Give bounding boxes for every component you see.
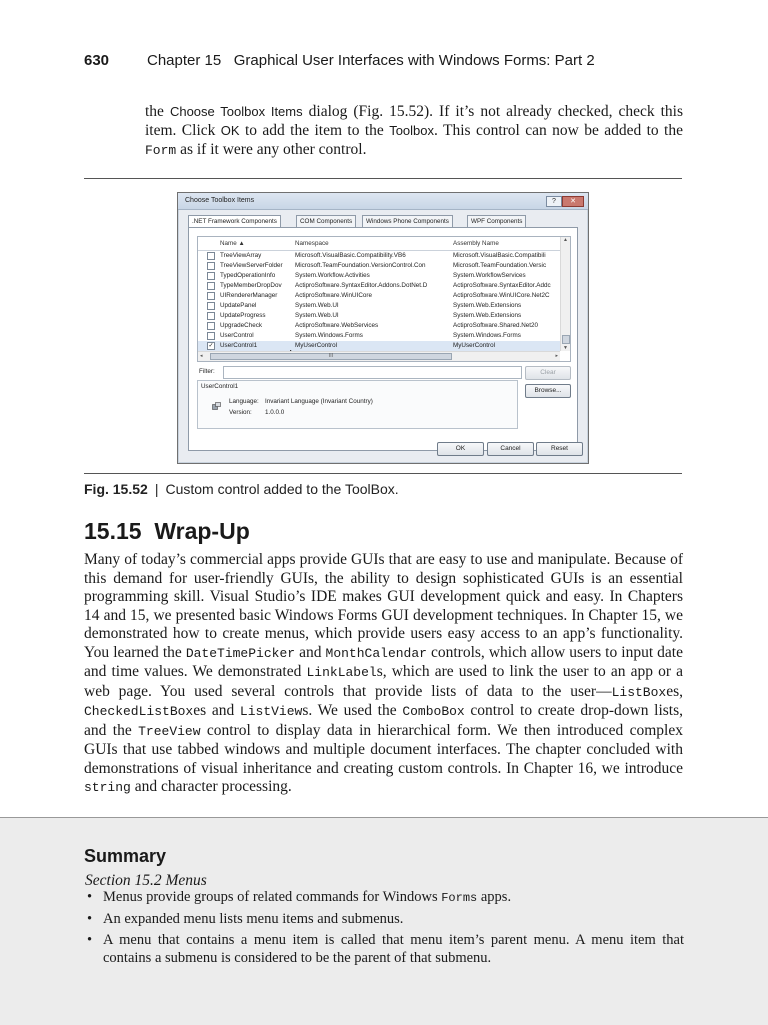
- cell-namespace: ActiproSoftware.WebServices: [295, 322, 379, 329]
- reset-button[interactable]: Reset: [536, 442, 583, 456]
- cell-assembly: System.WorkflowServices: [453, 272, 526, 279]
- row-checkbox[interactable]: [207, 302, 215, 310]
- help-button[interactable]: ?: [546, 196, 562, 207]
- component-name: UserControl1: [201, 383, 239, 390]
- cell-assembly: ActiproSoftware.WinUICore.Net2C: [453, 292, 550, 299]
- row-checkbox[interactable]: [207, 282, 215, 290]
- intro-text: dialog (Fig. 15.52). If it’s not already checked, check this item. Click: [145, 103, 684, 139]
- para-text: control to create drop-down lists, and the: [84, 702, 683, 739]
- caption-separator: |: [154, 481, 159, 497]
- figure-caption: [84, 481, 399, 497]
- bullet-text: apps.: [477, 889, 512, 905]
- version-value: 1.0.0.0: [265, 409, 285, 416]
- summary-section-heading: Section 15.2 Menus: [85, 872, 207, 889]
- intro-text: as if it were any other control.: [176, 141, 367, 158]
- cell-name: TreeViewServerFolder: [220, 262, 283, 269]
- intro-code: OK: [220, 123, 240, 138]
- horizontal-scroll-thumb[interactable]: III: [210, 353, 452, 360]
- tab-panel: [188, 227, 578, 451]
- close-button[interactable]: ✕: [562, 196, 584, 207]
- wrapup-paragraph: [84, 551, 683, 798]
- vertical-scrollbar[interactable]: [560, 237, 570, 351]
- para-text: es and: [193, 702, 240, 719]
- intro-text: . This control can now be added to the: [434, 122, 683, 139]
- para-text: s, which are used to link the user to an app or a web page. You used several controls that provide lists of data to the user—: [84, 663, 683, 700]
- browse-button[interactable]: Browse...: [525, 384, 571, 398]
- tab-com-components[interactable]: COM Components: [296, 215, 356, 227]
- choose-toolbox-items-dialog: [177, 192, 589, 464]
- cell-assembly: MyUserControl: [453, 342, 495, 349]
- component-info-box: [197, 380, 518, 429]
- cell-namespace: Microsoft.VisualBasic.Compatibility.VB6: [295, 252, 406, 259]
- bullet-text: A menu that contains a menu item is called that menu item’s parent menu. A menu item that contains a submenu is considered to be the parent of that submenu.: [103, 932, 684, 966]
- table-row[interactable]: [198, 331, 560, 341]
- row-checkbox[interactable]: [207, 272, 215, 280]
- cell-name: UserControl: [220, 332, 254, 339]
- cell-assembly: ActiproSoftware.Shared.Net20: [453, 322, 539, 329]
- grid-header: [198, 237, 560, 251]
- caption-end: .: [394, 481, 399, 497]
- scroll-up-arrow-icon[interactable]: ▲: [563, 237, 568, 243]
- cell-namespace: ActiproSoftware.WinUICore: [295, 292, 372, 299]
- bullet-icon: •: [87, 911, 93, 927]
- table-row[interactable]: [198, 281, 560, 291]
- cell-name: UpgradeCheck: [220, 322, 263, 329]
- vertical-scroll-thumb[interactable]: [562, 335, 570, 344]
- caption-code: ToolBox: [344, 481, 395, 497]
- para-text: controls, which allow users to input date and time values. We demonstrated: [84, 643, 683, 680]
- row-checkbox[interactable]: [207, 332, 215, 340]
- cell-assembly: System.Windows.Forms: [453, 332, 521, 339]
- para-text: and character processing.: [130, 778, 292, 795]
- para-code: ListBox: [611, 684, 667, 700]
- scroll-down-arrow-icon[interactable]: ▼: [563, 345, 568, 351]
- para-text: Many of today’s commercial apps provide GUIs that are easy to use and manipulate. Because of this demand for user-friendly GUIs, the ability to design sophisticated GUIs is an essential programming skill. Visual Studio’s IDE makes GUI development quick and easy. In Chapters 14 and 15, we presented basic Windows Forms GUI development techniques. In Chapter 15, we demonstrated how to create menus, which provide users easy access to an app’s functionality. You learned the: [84, 551, 683, 661]
- cell-assembly: Microsoft.TeamFoundation.Versic: [453, 262, 547, 269]
- para-text: s. We used the: [302, 702, 403, 719]
- cell-name: UpdateProgress: [220, 312, 266, 319]
- tab-wpf-components[interactable]: WPF Components: [467, 215, 526, 227]
- table-row[interactable]: [198, 311, 560, 321]
- list-item: [84, 931, 684, 967]
- ok-button[interactable]: OK: [437, 442, 484, 456]
- row-checkbox[interactable]: [207, 322, 215, 330]
- filter-label: Filter:: [199, 368, 215, 375]
- components-grid[interactable]: [197, 236, 571, 362]
- para-code: MonthCalendar: [325, 645, 427, 661]
- summary-bullet-list: [84, 888, 684, 970]
- intro-text: to add the item to the: [239, 122, 390, 139]
- running-head: Chapter 15 Graphical User Interfaces with Windows Forms: Part 2: [147, 52, 595, 69]
- cell-namespace: ActiproSoftware.SyntaxEditor.Addons.DotNet.D: [295, 282, 428, 289]
- table-row[interactable]: [198, 321, 560, 331]
- para-code: LinkLabel: [306, 665, 377, 680]
- cell-name: TypedOperationInfo: [220, 272, 276, 279]
- para-text: and: [295, 643, 326, 661]
- table-row-selected[interactable]: [198, 341, 560, 351]
- column-header-name[interactable]: Name ▲: [220, 240, 245, 247]
- horizontal-scrollbar[interactable]: [198, 351, 560, 361]
- cell-assembly: System.Web.Extensions: [453, 302, 522, 309]
- caption-text: Custom control added to the: [165, 481, 345, 497]
- row-checkbox[interactable]: [207, 252, 215, 260]
- clear-button[interactable]: Clear: [525, 366, 571, 380]
- section-heading: 15.15 Wrap-Up: [84, 518, 250, 544]
- para-code: CheckedListBox: [84, 704, 194, 719]
- intro-code: Choose Toolbox Items: [169, 104, 303, 119]
- bullet-code: Forms: [441, 891, 478, 905]
- intro-code: Form: [145, 143, 177, 158]
- cell-namespace: MyUserControl: [295, 342, 337, 349]
- cell-assembly: Microsoft.VisualBasic.Compatibili: [453, 252, 546, 259]
- para-code: string: [84, 780, 131, 795]
- table-row[interactable]: [198, 271, 560, 281]
- column-header-namespace[interactable]: Namespace: [295, 240, 329, 247]
- language-value: Invariant Language (Invariant Country): [265, 398, 373, 405]
- row-checkbox[interactable]: [207, 312, 215, 320]
- cell-assembly: ActiproSoftware.SyntaxEditor.Addc: [453, 282, 551, 289]
- list-item: [84, 888, 684, 907]
- para-code: ComboBox: [402, 704, 465, 719]
- intro-code: Toolbox: [389, 123, 435, 138]
- row-checkbox[interactable]: [207, 262, 215, 270]
- bullet-icon: •: [87, 889, 93, 905]
- table-row[interactable]: [198, 261, 560, 271]
- para-code: TreeView: [138, 723, 201, 739]
- figure-label: Fig. 15.52: [84, 481, 148, 497]
- cell-name: TypeMemberDropDov: [220, 282, 282, 289]
- tab-net-framework-components[interactable]: .NET Framework Components: [188, 215, 281, 228]
- scroll-left-arrow-icon[interactable]: ◂: [200, 353, 203, 359]
- para-code: ListView: [239, 704, 303, 719]
- para-text: es,: [666, 682, 683, 700]
- cell-namespace: System.Workflow.Activities: [295, 272, 370, 279]
- para-text: control to display data in hierarchical form. We then introduced complex GUIs that use tabbed windows and multiple document interfaces. The chapter concluded with demonstrations of visual inheritance and creating custom controls. In Chapter 16, we introduce: [84, 721, 683, 777]
- figure-top-rule: [84, 178, 682, 179]
- table-row[interactable]: [198, 251, 560, 261]
- cell-name: TreeViewArray: [220, 252, 262, 259]
- bullet-text: An expanded menu lists menu items and submenus.: [103, 911, 404, 927]
- tab-windows-phone-components[interactable]: Windows Phone Components: [362, 215, 453, 227]
- table-row[interactable]: [198, 301, 560, 311]
- summary-heading: Summary: [84, 846, 167, 866]
- figure-bottom-rule: [84, 473, 682, 474]
- column-header-assembly[interactable]: Assembly Name: [453, 240, 499, 247]
- intro-paragraph: [145, 102, 683, 160]
- scroll-right-arrow-icon[interactable]: ▸: [555, 353, 558, 359]
- cell-namespace: Microsoft.TeamFoundation.VersionControl.Con: [295, 262, 426, 269]
- cell-assembly: System.Web.Extensions: [453, 312, 522, 319]
- language-label: Language:: [229, 398, 259, 405]
- component-icon: [212, 402, 221, 410]
- cell-namespace: System.Web.UI: [295, 312, 339, 319]
- cell-name: UIRendererManager: [220, 292, 278, 299]
- filter-input[interactable]: [223, 366, 522, 379]
- dialog-titlebar: [178, 193, 588, 210]
- version-label: Version:: [229, 409, 252, 416]
- cell-name: UserControl1: [220, 342, 258, 349]
- cell-namespace: System.Windows.Forms: [295, 332, 363, 339]
- page-number: 630: [84, 52, 110, 69]
- row-checkbox[interactable]: [207, 292, 215, 300]
- para-code: DateTimePicker: [185, 645, 296, 661]
- cell-namespace: System.Web.UI: [295, 302, 339, 309]
- cancel-button[interactable]: Cancel: [487, 442, 534, 456]
- dialog-title: Choose Toolbox Items: [185, 197, 255, 204]
- bullet-text: Menus provide groups of related commands for Windows: [103, 889, 442, 905]
- list-item: [84, 910, 684, 928]
- intro-text: the: [145, 103, 170, 120]
- table-row[interactable]: [198, 291, 560, 301]
- cell-name: UpdatePanel: [220, 302, 257, 309]
- bullet-icon: •: [87, 932, 93, 948]
- row-checkbox[interactable]: ✓: [208, 343, 214, 349]
